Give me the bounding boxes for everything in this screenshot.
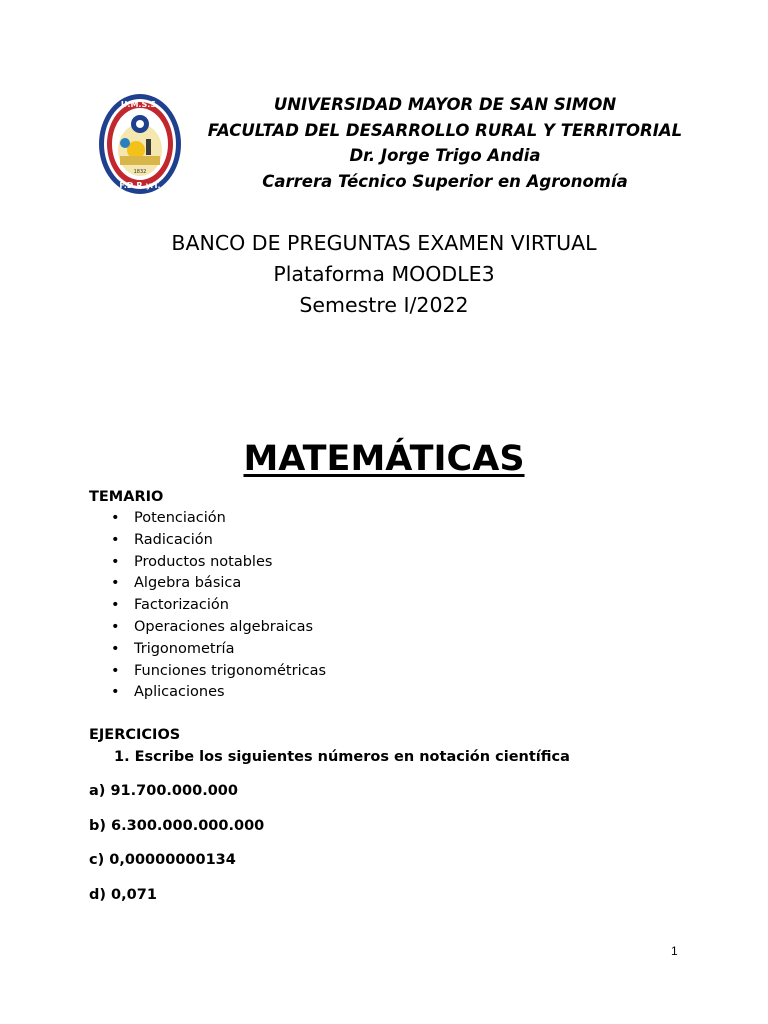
answer-a: a) 91.700.000.000 [89, 783, 238, 799]
ejercicios-heading: EJERCICIOS [89, 727, 181, 743]
answer-d: d) 0,071 [89, 887, 157, 904]
svg-text:U.M.S.S.: U.M.S.S. [120, 100, 160, 109]
list-item: • Trigonometría [89, 639, 326, 661]
temario-heading: TEMARIO [89, 489, 164, 505]
faculty-name: FACULTAD DEL DESARROLLO RURAL Y TERRITORIAL [207, 120, 683, 140]
list-item: • Operaciones algebraicas [89, 617, 326, 639]
answer-list [89, 781, 264, 920]
dean-name: Dr. Jorge Trigo Andia [349, 146, 541, 165]
list-item: • Radicación [89, 530, 326, 552]
bullet-icon: • [111, 510, 120, 526]
bullet-icon: • [111, 575, 120, 592]
answer-c: c) 0,00000000134 [89, 852, 236, 869]
list-item: • Factorización [89, 595, 326, 617]
bullet-icon: • [111, 553, 120, 570]
semester-line: Semestre I/2022 [299, 293, 469, 317]
university-seal-logo [98, 93, 182, 195]
temario-list [89, 508, 326, 704]
list-item: • Productos notables [89, 552, 326, 574]
exam-bank-title [90, 228, 678, 321]
list-item: • Funciones trigonométricas [89, 661, 326, 683]
list-item: • Potenciación [89, 508, 326, 530]
institution-header [190, 92, 700, 194]
university-name: UNIVERSIDAD MAYOR DE SAN SIMON [273, 95, 617, 114]
list-item: • Algebra básica [89, 573, 326, 595]
answer-b: b) 6.300.000.000.000 [89, 817, 265, 834]
bullet-icon: • [111, 618, 120, 635]
bullet-icon: • [111, 531, 120, 548]
svg-text:1832: 1832 [133, 169, 147, 175]
bullet-icon: • [111, 640, 120, 657]
svg-text:F.D.R.y.T.: F.D.R.y.T. [119, 181, 161, 190]
career-name: Carrera Técnico Superior en Agronomía [262, 171, 628, 191]
page-number: 1 [671, 944, 678, 958]
list-item: • Aplicaciones [89, 682, 326, 704]
bullet-icon: • [111, 684, 120, 701]
question-1: 1. Escribe los siguientes números en notación científica [114, 749, 570, 765]
bullet-icon: • [111, 597, 120, 614]
bank-title-line: BANCO DE PREGUNTAS EXAMEN VIRTUAL [171, 231, 597, 255]
bullet-icon: • [111, 662, 120, 679]
platform-line: Plataforma MOODLE3 [273, 262, 495, 286]
subject-title-text: MATEMÁTICAS [243, 439, 525, 479]
subject-title [0, 436, 768, 482]
